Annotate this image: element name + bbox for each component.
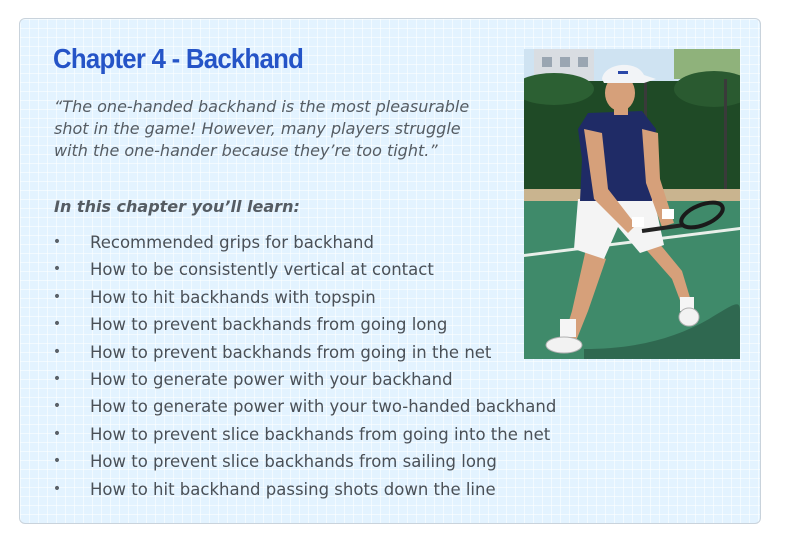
topic-text: How to prevent slice backhands from sailing long — [90, 452, 497, 472]
photo-neck — [614, 105, 628, 115]
bullet-icon: • — [52, 316, 62, 333]
topic-text: How to hit backhand passing shots down the line — [90, 479, 496, 499]
chapter-quote: “The one-handed backhand is the most pleasurable shot in the game! However, many players struggle with the one-hander because they’re too tight.” — [54, 97, 470, 160]
bullet-icon: • — [52, 453, 62, 470]
tennis-player-photo — [524, 49, 740, 359]
topic-text: How to be consistently vertical at contact — [90, 260, 434, 280]
topic-text: How to prevent backhands from going long — [90, 315, 448, 335]
topic-text: How to generate power with your backhand — [90, 369, 453, 389]
topic-text: Recommended grips for backhand — [90, 233, 374, 252]
bullet-icon: • — [52, 288, 62, 305]
bullet-icon: • — [52, 370, 62, 387]
topic-text: How to prevent backhands from going in the net — [90, 342, 492, 362]
bullet-icon: • — [52, 234, 62, 250]
bullet-icon: • — [52, 261, 62, 278]
bullet-icon: • — [52, 398, 62, 415]
chapter-title: Chapter 4 - Backhand — [53, 43, 304, 74]
bullet-icon: • — [52, 480, 62, 497]
bullet-icon: • — [52, 343, 62, 360]
topic-text: How to hit backhands with topspin — [90, 287, 376, 307]
topic-text: How to generate power with your two-handed backhand — [90, 397, 557, 417]
bullet-icon: • — [52, 425, 62, 442]
learn-heading: In this chapter you’ll learn: — [54, 197, 300, 216]
chapter-card — [19, 18, 761, 524]
topic-text: How to prevent slice backhands from going into the net — [90, 424, 551, 444]
